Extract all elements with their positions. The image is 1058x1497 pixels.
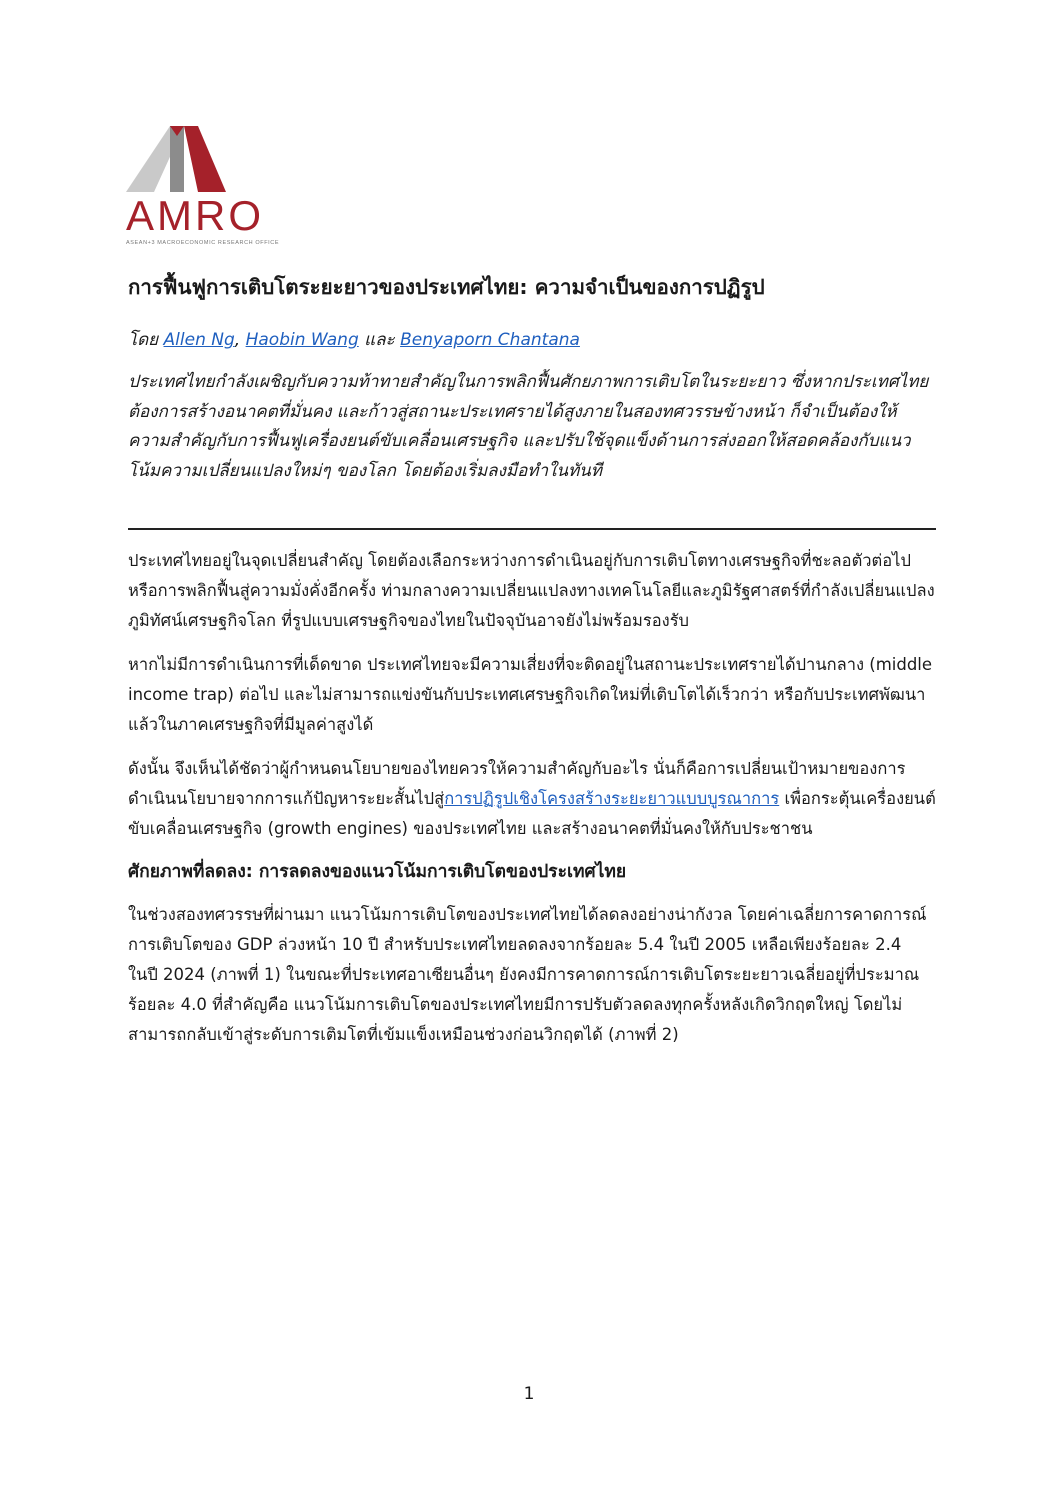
structural-reform-link[interactable]: การปฏิรูปเชิงโครงสร้างระยะยาวแบบบูรณาการ xyxy=(444,789,780,808)
paragraph-3-text-before: ดังนั้น จึงเห็นได้ชัดว่าผู้กำหนดนโยบายของไทยควรให้ความสำคัญกับอะไร นั่นก็คือการเปลี่ยนเป้าหมายของการดำเนินนโยบายจากการแก้ปัญหาระยะสั้นไปสู่ xyxy=(128,759,906,808)
paragraph-3 xyxy=(128,754,936,844)
paragraph-3-text-after: เพื่อกระตุ้นเครื่องยนต์ขับเคลื่อนเศรษฐกิจ (growth engines) ของประเทศไทย และสร้างอนาคตที่มั่นคงให้กับประชาชน xyxy=(128,789,936,838)
section-heading: ศักยภาพที่ลดลง: การลดลงของแนวโน้มการเติบโตของประเทศไทย xyxy=(128,862,627,882)
amro-logo-mark xyxy=(126,126,226,192)
byline-and: และ xyxy=(364,330,395,350)
logo-tagline: ASEAN+3 MACROECONOMIC RESEARCH OFFICE xyxy=(126,240,280,246)
author-link-benyaporn-chantana[interactable]: Benyaporn Chantana xyxy=(400,330,580,350)
byline-prefix: โดย xyxy=(128,330,159,350)
byline xyxy=(128,326,936,354)
amro-logo xyxy=(126,126,286,246)
document-body xyxy=(128,272,936,1064)
paragraph-1: ประเทศไทยอยู่ในจุดเปลี่ยนสำคัญ โดยต้องเลือกระหว่างการดำเนินอยู่กับการเติบโตทางเศรษฐกิจที่ชะลอตัวต่อไป หรือการพลิกฟื้นสู่ความมั่งคั่งอีกครั้ง ท่ามกลางความเปลี่ยนแปลงทางเทคโนโลยีและภูมิรัฐศาสตร์ที่กำลังเปลี่ยนแปลงภูมิทัศน์เศรษฐกิจโลก ที่รูปแบบเศรษฐกิจของไทยในปัจจุบันอาจยังไม่พร้อมรองรับ xyxy=(128,551,935,630)
author-link-allen-ng[interactable]: Allen Ng xyxy=(163,330,235,350)
author-link-haobin-wang[interactable]: Haobin Wang xyxy=(245,330,359,350)
logo-name: AMRO xyxy=(126,192,264,239)
abstract: ประเทศไทยกำลังเผชิญกับความท้าทายสำคัญในการพลิกฟื้นศักยภาพการเติบโตในระยะยาว ซึ่งหากประเทศไทยต้องการสร้างอนาคตที่มั่นคง และก้าวสู่สถานะประเทศรายได้สูงภายในสองทศวรรษข้างหน้า ก็จำเป็นต้องให้ความสำคัญกับการฟื้นฟูเครื่องยนต์ขับเคลื่อนเศรษฐกิจ และปรับใช้จุดแข็งด้านการส่งออกให้สอดคล้องกับแนวโน้มความเปลี่ยนแปลงใหม่ๆ ของโลก โดยต้องเริ่มลงมือทำในทันที xyxy=(128,372,929,481)
page-number: 1 xyxy=(523,1384,535,1404)
paragraph-4: ในช่วงสองทศวรรษที่ผ่านมา แนวโน้มการเติบโตของประเทศไทยได้ลดลงอย่างน่ากังวล โดยค่าเฉลี่ยการคาดการณ์การเติบโตของ GDP ล่วงหน้า 10 ปี สำหรับประเทศไทยลดลงจากร้อยละ 5.4 ในปี 2005 เหลือเพียงร้อยละ 2.4 ในปี 2024 (ภาพที่ 1) ในขณะที่ประเทศอาเซียนอื่นๆ ยังคงมีการคาดการณ์การเติบโตระยะยาวเฉลี่ยอยู่ที่ประมาณร้อยละ 4.0 ที่สำคัญคือ แนวโน้มการเติบโตของประเทศไทยมีการปรับตัวลดลงทุกครั้งหลังเกิดวิกฤตใหญ่ โดยไม่สามารถกลับเข้าสู่ระดับการเติมโตที่เข้มแข็งเหมือนช่วงก่อนวิกฤตได้ (ภาพที่ 2) xyxy=(128,905,927,1044)
paragraph-2: หากไม่มีการดำเนินการที่เด็ดขาด ประเทศไทยจะมีความเสี่ยงที่จะติดอยู่ในสถานะประเทศรายได้ปานกลาง (middle income trap) ต่อไป และไม่สามารถแข่งขันกับประเทศเศรษฐกิจเกิดใหม่ที่เติบโตได้เร็วกว่า หรือกับประเทศพัฒนาแล้วในภาคเศรษฐกิจที่มีมูลค่าสูงได้ xyxy=(128,655,933,734)
byline-separator: , xyxy=(234,330,241,350)
section-divider xyxy=(128,528,936,530)
document-title: การฟื้นฟูการเติบโตระยะยาวของประเทศไทย: ความจำเป็นของการปฏิรูป xyxy=(128,275,765,299)
